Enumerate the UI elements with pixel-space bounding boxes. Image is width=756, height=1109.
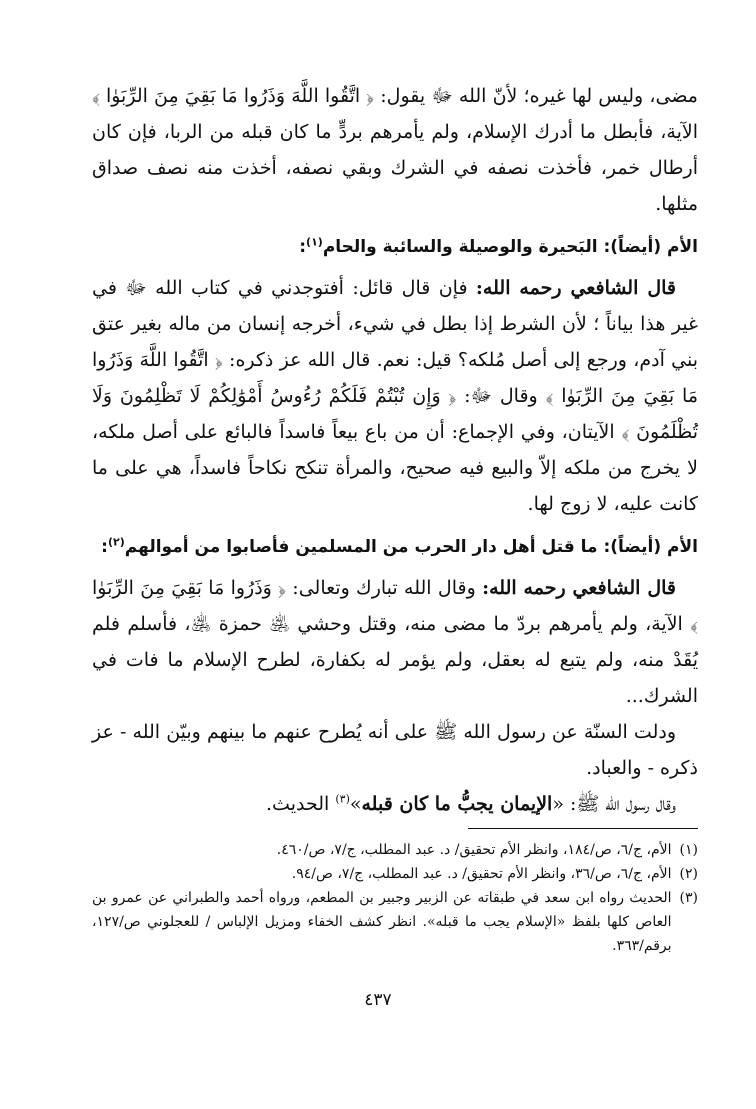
footnote-number: (٣) <box>679 890 698 906</box>
paragraph-3 <box>92 570 698 714</box>
footnote-ref-1[interactable]: (١) <box>306 235 323 249</box>
footnote-text: الأم، ج/٦، ص/١٨٤، وانظر الأم تحقيق/ د. عبد المطلب، ج/٧، ص/٤٦٠. <box>276 842 672 858</box>
footnote-item <box>92 886 698 958</box>
footnotes-list <box>92 838 698 958</box>
section-heading-1-text: الأم (أيضاً): البَحيرة والوصيلة والسائبة والحام <box>322 237 698 257</box>
paragraph-3-lead: قال الشافعي رحمه الله: <box>482 577 676 599</box>
section-heading-2-text: الأم (أيضاً): ما قتل أهل دار الحرب من المسلمين فأصابوا من أموالهم <box>124 537 698 557</box>
section-heading-2: الأم (أيضاً): ما قتل أهل دار الحرب من المسلمين فأصابوا من أموالهم$^{(٢)}$: <box>101 535 698 557</box>
paragraph-3-text: وقال الله تبارك وتعالى: ﴿ وَذَرُوا مَا بَقِيَ مِنَ الرِّبَوٰا ﴾ الآية، ولم يأمرهم بردّ ما مضى منه، وقتل وحشي ﵁ حمزة ﵁، فأسلم فلم يُقَدْ منه، ولم يتبع له بعقل، ولم يؤمر له بكفارة، لطرح الإسلام ما فات في الشرك... <box>92 577 698 707</box>
footnote-number: (٢) <box>679 866 698 882</box>
paragraph-1: مضى، وليس لها غيره؛ لأنّ الله ﷻ يقول: ﴿ اتَّقُوا اللَّهَ وَذَرُوا مَا بَقِيَ مِنَ الرِّبَوٰا ﴾ الآية، فأبطل ما أدرك الإسلام، ولم يأمرهم بردٍّ ما كان قبله من الربا، فإن كان أرطال خمر، فأخذت نصفه في الشرك وبقي نصفه، أخذت منه نصف صداق مثلها. <box>92 85 698 215</box>
footnote-ref-3[interactable]: (٣) <box>335 792 350 806</box>
paragraph-2-lead: قال الشافعي رحمه الله: <box>475 277 677 299</box>
paragraph-2-text: فإن قال قائل: أفتوجدني في كتاب الله ﷻ في غير هذا بياناً ؛ لأن الشرط إذا بطل في شيء، أخرجه إنسان من ماله بغير عتق بني آدم، ورجع إلى أصل مُلكه؟ قيل: نعم. قال الله عز ذكره: ﴿ اتَّقُوا اللَّهَ وَذَرُوا مَا بَقِيَ مِنَ الرِّبَوٰا ﴾ وقال ﷻ: ﴿ وَإِن تُبْتُمْ فَلَكُمْ رُءُوسُ أَمْوَٰلِكُمْ لَا تَظْلِمُونَ وَلَا تُظْلَمُونَ ﴾ الآيتان، وفي الإجماع: أن من باع بيعاً فاسداً فالبائع على أصل ملكه، لا يخرج من ملكه إلاّ والبيع فيه صحيح، والمرأة تنكح نكاحاً فاسداً، هي على ما كانت عليه، لا زوج لها. <box>92 277 698 515</box>
paragraph-5-end: الحديث. <box>266 793 336 815</box>
footnote-number: (١) <box>679 842 698 858</box>
footnote-item <box>92 838 698 862</box>
page-number: ٤٣٧ <box>364 990 392 1010</box>
paragraph-2 <box>92 270 698 522</box>
footnote-text: الحديث رواه ابن سعد في طبقاته عن الزبير وجبير بن المطعم، ورواه أحمد والطبراني عن عمرو بن العاص كلها بلفظ «الإسلام يجب ما قبله». انظر كشف الخفاء ومزيل الإلباس / للعجلوني ص/١٢٧، برقم/٣٦٣. <box>92 890 672 954</box>
hadith-quote: الإيمان يجبُّ ما كان قبله <box>361 793 553 815</box>
page-body <box>92 78 698 822</box>
footnote-text: الأم، ج/٦، ص/٣٦، وانظر الأم تحقيق/ د. عبد المطلب، ج/٧، ص/٩٤. <box>291 866 672 882</box>
paragraph-4: ودلت السنّة عن رسول الله ﷺ على أنه يُطرح عنهم ما بينهم وبيّن الله - عز ذكره - والعباد. <box>92 721 698 779</box>
footnote-divider <box>468 828 698 829</box>
section-heading-1: الأم (أيضاً): البَحيرة والوصيلة والسائبة والحام$^{(١)}$: <box>299 235 698 257</box>
paragraph-5-pre: وقال رسول الله ﷺ: « <box>552 793 676 815</box>
footnote-item <box>92 862 698 886</box>
paragraph-5 <box>92 786 698 822</box>
footnote-ref-2[interactable]: (٢) <box>107 535 125 549</box>
paragraph-5-post: » <box>349 793 362 815</box>
